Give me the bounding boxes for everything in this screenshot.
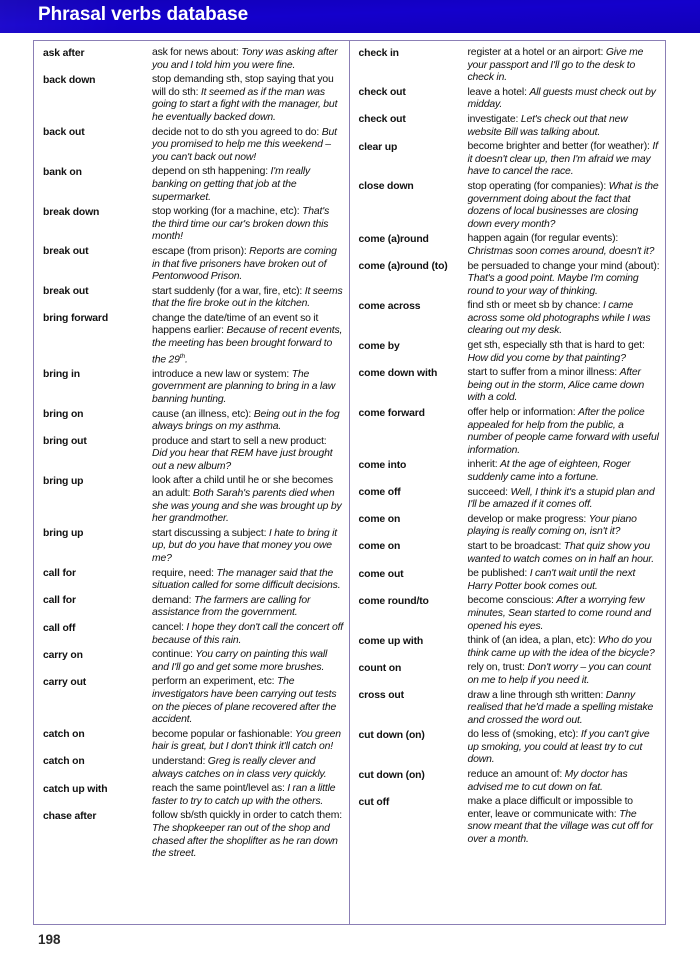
table-row bbox=[359, 541, 661, 566]
definition-gloss: do less of (smoking, etc): bbox=[467, 729, 581, 741]
definition-gloss: reduce an amount of: bbox=[467, 769, 565, 781]
phrasal-verb-term: count on bbox=[358, 662, 402, 674]
phrasal-verb-definition bbox=[152, 313, 344, 367]
definition-superscript: th bbox=[179, 352, 185, 360]
phrasal-verb-definition bbox=[152, 756, 344, 781]
table-row bbox=[359, 261, 661, 299]
definition-gloss: introduce a new law or system: bbox=[152, 368, 292, 380]
definition-example: But you promised to help me this weekend – you can't back out now! bbox=[152, 126, 337, 163]
phrasal-verb-term: bring up bbox=[43, 528, 84, 540]
phrasal-verb-term: come out bbox=[358, 568, 404, 580]
table-row bbox=[359, 47, 661, 85]
definition-example: That quiz show you wanted to watch comes on in half an hour. bbox=[467, 540, 655, 565]
phrasal-verb-term: come down with bbox=[358, 367, 438, 379]
definition-gloss: cause (an illness, etc): bbox=[152, 408, 254, 420]
definition-gloss: continue: bbox=[152, 649, 196, 661]
definition-example-tail: . bbox=[185, 354, 188, 366]
definition-gloss: investigate: bbox=[467, 113, 521, 125]
phrasal-verb-term: bring on bbox=[43, 409, 84, 420]
table-row bbox=[43, 783, 344, 808]
table-row bbox=[359, 595, 661, 633]
definition-gloss: produce and start to sell a new product: bbox=[152, 435, 327, 447]
table-row bbox=[359, 367, 661, 405]
phrasal-verb-definition bbox=[468, 514, 661, 539]
phrasal-verb-term: break out bbox=[43, 286, 89, 298]
table-row bbox=[43, 286, 344, 311]
phrasal-verb-definition bbox=[152, 676, 344, 726]
phrasal-verb-definition bbox=[152, 568, 344, 593]
definition-gloss: cancel: bbox=[152, 622, 187, 633]
definition-example: Because of recent events, the meeting has been brought forward to the 29 bbox=[152, 325, 343, 366]
definition-example: Let's check out that new website Bill was talking about. bbox=[467, 113, 628, 138]
phrasal-verb-definition bbox=[468, 87, 661, 112]
table-row bbox=[43, 568, 344, 593]
table-row bbox=[359, 635, 661, 660]
table-row bbox=[43, 595, 344, 620]
table-row bbox=[359, 796, 661, 846]
definition-gloss: start to suffer from a minor illness: bbox=[467, 367, 620, 379]
definition-example: Reports are coming in that five prisoners have broken out of Pentonwood Prison. bbox=[152, 245, 337, 283]
phrasal-verb-definition bbox=[468, 662, 661, 687]
definition-example: What is the government doing about the fact that dozens of local businesses are closing down every month? bbox=[467, 180, 659, 230]
phrasal-verb-term: ask after bbox=[43, 47, 85, 59]
definition-gloss: succeed: bbox=[467, 486, 511, 498]
table-row bbox=[43, 47, 344, 72]
definition-gloss: become popular or fashionable: bbox=[152, 728, 296, 740]
table-column-right bbox=[350, 41, 666, 924]
definition-gloss: understand: bbox=[152, 755, 208, 767]
definition-gloss: require, need: bbox=[152, 567, 217, 579]
phrasal-verb-definition bbox=[468, 300, 661, 338]
phrasal-verb-term: clear up bbox=[358, 141, 398, 153]
definition-gloss: escape (from prison): bbox=[152, 245, 250, 257]
table-row bbox=[43, 756, 344, 781]
definition-gloss: be published: bbox=[467, 568, 530, 580]
definition-example: The farmers are calling for assistance from the government. bbox=[152, 594, 311, 619]
definition-example: Greg is really clever and always catches on in class very quickly. bbox=[152, 755, 327, 780]
phrasal-verb-definition bbox=[468, 459, 661, 484]
phrasal-verb-term: come into bbox=[358, 459, 407, 471]
definition-example: The snow meant that the village was cut off for over a month. bbox=[467, 808, 653, 846]
phrasal-verb-term: bring in bbox=[43, 369, 80, 381]
phrasal-verb-term: come off bbox=[358, 487, 401, 499]
phrasal-verb-term: call off bbox=[43, 622, 76, 634]
phrasal-verb-definition bbox=[468, 690, 661, 728]
definition-gloss: look after a child until he or she becomes an adult: bbox=[152, 475, 333, 500]
phrasal-verb-definition bbox=[152, 783, 344, 808]
phrasal-verb-term: chase after bbox=[43, 810, 97, 822]
phrasal-verb-term: bank on bbox=[43, 166, 82, 178]
table-row bbox=[43, 649, 344, 674]
table-row bbox=[43, 369, 344, 407]
table-row bbox=[359, 233, 661, 258]
table-row bbox=[359, 300, 661, 338]
table-row bbox=[359, 181, 661, 231]
definition-example: It seemed as if the man was going to start a fight with the manager, but he eventually backed down. bbox=[152, 86, 338, 123]
definition-example: How did you come by that painting? bbox=[467, 352, 626, 364]
table-row bbox=[43, 810, 344, 860]
definition-gloss: follow sb/sth quickly in order to catch them: bbox=[152, 810, 342, 822]
phrasal-verb-term: come forward bbox=[358, 407, 425, 419]
definition-example: I'm really banking on getting that job at the supermarket. bbox=[152, 166, 311, 203]
table-row bbox=[43, 622, 344, 647]
table-row bbox=[43, 409, 344, 434]
phrasal-verb-definition bbox=[468, 541, 661, 566]
column-right-entries bbox=[350, 41, 666, 847]
definition-gloss: start discussing a subject: bbox=[152, 527, 269, 539]
phrasal-verb-term: bring out bbox=[43, 436, 87, 448]
definition-example: After the police appealed for help from the public, a number of people came forward with useful information. bbox=[467, 407, 659, 456]
phrasal-verb-definition bbox=[152, 810, 344, 860]
definition-gloss: demand: bbox=[152, 594, 194, 606]
definition-example: Both Sarah's parents died when she was young and she was brought up by her grandmother. bbox=[152, 488, 342, 525]
definition-gloss: depend on sth happening: bbox=[152, 166, 271, 178]
definition-gloss: be persuaded to change your mind (about): bbox=[467, 260, 660, 272]
definition-example: Did you hear that REM have just brought out a new album? bbox=[152, 448, 333, 472]
table-row bbox=[43, 436, 344, 474]
definition-example: Christmas soon comes around, doesn't it? bbox=[467, 245, 655, 257]
definition-gloss: develop or make progress: bbox=[467, 513, 589, 525]
definition-gloss: perform an experiment, etc: bbox=[152, 676, 277, 688]
definition-gloss: start suddenly (for a war, fire, etc): bbox=[152, 285, 305, 297]
definition-gloss: register at a hotel or an airport: bbox=[467, 47, 606, 58]
phrasal-verb-definition bbox=[468, 796, 661, 846]
definition-example: If it doesn't clear up, then I'm afraid we may have to cancel the race. bbox=[467, 141, 658, 178]
phrasal-verb-term: cut off bbox=[358, 796, 390, 808]
definition-example: Don't worry – you can count on me to help if you need it. bbox=[467, 662, 651, 686]
table-row bbox=[359, 340, 661, 365]
phrasal-verb-definition bbox=[152, 47, 344, 72]
definition-gloss: think of (an idea, a plan, etc): bbox=[467, 635, 599, 647]
definition-example: Well, I think it's a stupid plan and I'll be amazed if it comes off. bbox=[467, 486, 655, 511]
phrasal-verb-definition bbox=[468, 595, 661, 633]
definition-example: Danny realised that he'd made a spelling mistake and crossed the word out. bbox=[467, 689, 654, 726]
table-row bbox=[359, 662, 661, 687]
definition-example: Tony was asking after you and I told him you were fine. bbox=[152, 47, 338, 71]
table-row bbox=[359, 141, 661, 179]
phrasal-verb-term: catch on bbox=[43, 729, 85, 741]
phrasal-verb-term: cut down (on) bbox=[358, 729, 425, 741]
definition-example: You carry on painting this wall and I'll go and get some more brushes. bbox=[152, 649, 328, 673]
definition-example: I ran a little faster to try to catch up with the others. bbox=[152, 783, 336, 807]
phrasal-verb-term: catch up with bbox=[43, 783, 108, 795]
table-row bbox=[43, 313, 344, 367]
table-row bbox=[43, 166, 344, 204]
table-row bbox=[359, 568, 661, 593]
definition-gloss: inherit: bbox=[467, 459, 501, 471]
table-row bbox=[359, 729, 661, 767]
phrasal-verb-definition bbox=[152, 246, 344, 284]
phrasal-verb-definition bbox=[468, 47, 661, 85]
table-row bbox=[43, 676, 344, 726]
phrasal-verb-term: close down bbox=[358, 181, 414, 193]
phrasal-verb-definition bbox=[468, 181, 661, 231]
definition-example: It seems that the fire broke out in the kitchen. bbox=[152, 285, 343, 310]
table-row bbox=[359, 487, 661, 512]
definition-gloss: become brighter and better (for weather): bbox=[467, 141, 653, 153]
phrasal-verb-definition bbox=[152, 127, 344, 165]
phrasal-verb-definition bbox=[152, 649, 344, 674]
phrasal-verb-definition bbox=[152, 369, 344, 407]
phrasal-verb-term: come across bbox=[358, 300, 421, 312]
table-row bbox=[43, 729, 344, 754]
table-row bbox=[359, 459, 661, 484]
phrasal-verb-term: come up with bbox=[358, 635, 424, 647]
phrasal-verb-term: check in bbox=[358, 47, 399, 59]
definition-example: If you can't give up smoking, you could at least try to cut down. bbox=[467, 729, 650, 766]
definition-example: At the age of eighteen, Roger suddenly came into a fortune. bbox=[467, 459, 631, 483]
definition-example: You green hair is great, but I don't think it'll catch on! bbox=[152, 728, 341, 753]
table-row bbox=[359, 514, 661, 539]
phrasal-verb-definition bbox=[468, 635, 661, 660]
table-row bbox=[43, 74, 344, 124]
phrasal-verb-definition bbox=[152, 475, 344, 525]
definition-gloss: rely on, trust: bbox=[467, 662, 528, 674]
definition-example: I can't wait until the next Harry Potter book comes out. bbox=[467, 568, 636, 592]
table-row bbox=[43, 246, 344, 284]
table-row bbox=[43, 528, 344, 566]
phrasal-verb-definition bbox=[152, 729, 344, 754]
phrasal-verb-definition bbox=[468, 729, 661, 767]
phrasal-verb-definition bbox=[468, 487, 661, 512]
definition-gloss: stop demanding sth, stop saying that you will do sth: bbox=[152, 74, 334, 98]
phrasal-verb-term: catch on bbox=[43, 756, 85, 768]
phrasal-verb-term: carry on bbox=[43, 649, 83, 661]
phrasal-verb-term: come on bbox=[358, 514, 401, 526]
phrasal-verb-term: call for bbox=[43, 568, 76, 580]
definition-example: Being out in the fog always brings on my asthma. bbox=[152, 408, 340, 433]
phrasal-verb-definition bbox=[468, 340, 661, 365]
table-row bbox=[43, 475, 344, 525]
page-title: Phrasal verbs database bbox=[38, 4, 249, 25]
phrasal-verb-definition bbox=[152, 74, 344, 124]
definition-example: All guests must check out by midday. bbox=[467, 86, 656, 111]
phrasal-verb-term: bring forward bbox=[43, 313, 109, 325]
column-left-entries bbox=[34, 41, 349, 861]
definition-gloss: change the date/time of an event so it happens earlier: bbox=[152, 312, 319, 337]
phrasal-verb-definition bbox=[468, 769, 661, 794]
phrasal-verb-term: call for bbox=[43, 595, 76, 607]
phrasal-verb-definition bbox=[152, 409, 344, 434]
table-row bbox=[359, 87, 661, 112]
phrasal-verb-term: come on bbox=[358, 541, 401, 553]
definition-gloss: draw a line through sth written: bbox=[467, 689, 606, 701]
phrasal-verb-term: bring up bbox=[43, 475, 84, 487]
table-row bbox=[43, 206, 344, 244]
definition-example: The manager said that the situation called for some difficult decisions. bbox=[152, 567, 341, 592]
definition-example: Your piano playing is really coming on, isn't it? bbox=[467, 513, 637, 538]
table-row bbox=[359, 769, 661, 794]
table-row bbox=[359, 114, 661, 139]
phrasal-verb-definition bbox=[152, 166, 344, 204]
phrasal-verb-definition bbox=[468, 568, 661, 593]
phrasal-verb-term: come by bbox=[358, 340, 400, 352]
table-column-left bbox=[34, 41, 350, 924]
phrasal-verb-term: check out bbox=[358, 87, 406, 99]
phrasal-verb-definition bbox=[468, 114, 661, 139]
page-number: 198 bbox=[38, 932, 61, 947]
phrasal-verb-definition bbox=[468, 233, 661, 258]
definition-gloss: become conscious: bbox=[467, 595, 557, 607]
definition-gloss: reach the same point/level as: bbox=[152, 783, 288, 795]
phrasal-verb-term: back down bbox=[43, 74, 96, 86]
phrasal-verb-definition bbox=[152, 206, 344, 244]
definition-example: The investigators have been carrying out tests on the pieces of plane recovered after the accident. bbox=[152, 676, 337, 726]
phrasal-verb-term: come round/to bbox=[358, 595, 429, 607]
phrasal-verb-definition bbox=[468, 367, 661, 405]
definition-gloss: find sth or meet sb by chance: bbox=[467, 300, 603, 312]
definition-gloss: stop operating (for companies): bbox=[467, 180, 609, 192]
phrasal-verb-term: cross out bbox=[358, 690, 404, 701]
definition-gloss: get sth, especially sth that is hard to get: bbox=[467, 340, 645, 352]
definition-example: I came across some old photographs while I was clearing out my desk. bbox=[467, 300, 651, 337]
phrasal-verb-definition bbox=[152, 436, 344, 474]
phrasal-verb-definition bbox=[152, 528, 344, 566]
phrasal-verb-term: back out bbox=[43, 127, 85, 139]
definition-gloss: make a place difficult or impossible to enter, leave or communicate with: bbox=[467, 796, 633, 820]
definition-example: That's the third time our car's broken down this month! bbox=[152, 206, 330, 243]
definition-example: That's a good point. Maybe I'm coming round to your way of thinking. bbox=[467, 273, 639, 297]
definition-example: Give me your passport and I'll go to the desk to check in. bbox=[467, 47, 644, 84]
phrasal-verb-definition bbox=[468, 407, 661, 457]
definition-gloss: ask for news about: bbox=[152, 47, 242, 58]
definition-gloss: start to be broadcast: bbox=[467, 540, 564, 552]
phrasal-verb-term: cut down (on) bbox=[358, 769, 425, 781]
phrasal-verb-term: break down bbox=[43, 206, 100, 218]
definition-gloss: decide not to do sth you agreed to do: bbox=[152, 126, 322, 138]
table-row bbox=[359, 690, 661, 728]
definition-example: I hope they don't call the concert off because of this rain. bbox=[152, 622, 344, 646]
phrasal-verb-definition bbox=[152, 286, 344, 311]
definition-gloss: leave a hotel: bbox=[467, 86, 530, 98]
definition-example: After being out in the storm, Alice came down with a cold. bbox=[467, 367, 645, 404]
phrasal-verbs-table bbox=[33, 40, 666, 925]
phrasal-verb-term: break out bbox=[43, 246, 89, 258]
header-banner bbox=[0, 0, 700, 33]
definition-example: The government are planning to bring in a law banning hunting. bbox=[152, 368, 336, 405]
phrasal-verb-term: carry out bbox=[43, 676, 87, 688]
phrasal-verb-term: check out bbox=[358, 114, 406, 126]
definition-gloss: offer help or information: bbox=[467, 407, 578, 419]
definition-example: After a worrying few minutes, Sean started to come round and opened his eyes. bbox=[467, 595, 652, 632]
definition-example: I hate to bring it up, but do you have that money you owe me? bbox=[152, 527, 337, 565]
phrasal-verb-definition bbox=[468, 261, 661, 299]
definition-example: My doctor has advised me to cut down on fat. bbox=[467, 769, 628, 793]
definition-example: Who do you think came up with the idea of the bicycle? bbox=[467, 635, 655, 659]
definition-example: The shopkeeper ran out of the shop and chased after the shoplifter as he ran down the street. bbox=[152, 822, 338, 860]
table-row bbox=[43, 127, 344, 165]
phrasal-verb-definition bbox=[468, 141, 661, 179]
phrasal-verb-definition bbox=[152, 622, 344, 647]
definition-gloss: stop working (for a machine, etc): bbox=[152, 206, 303, 218]
table-row bbox=[359, 407, 661, 457]
phrasal-verb-definition bbox=[152, 595, 344, 620]
phrasal-verb-term: come (a)round (to) bbox=[358, 261, 448, 272]
phrasal-verb-term: come (a)round bbox=[358, 233, 429, 245]
definition-gloss: happen again (for regular events): bbox=[467, 233, 619, 245]
